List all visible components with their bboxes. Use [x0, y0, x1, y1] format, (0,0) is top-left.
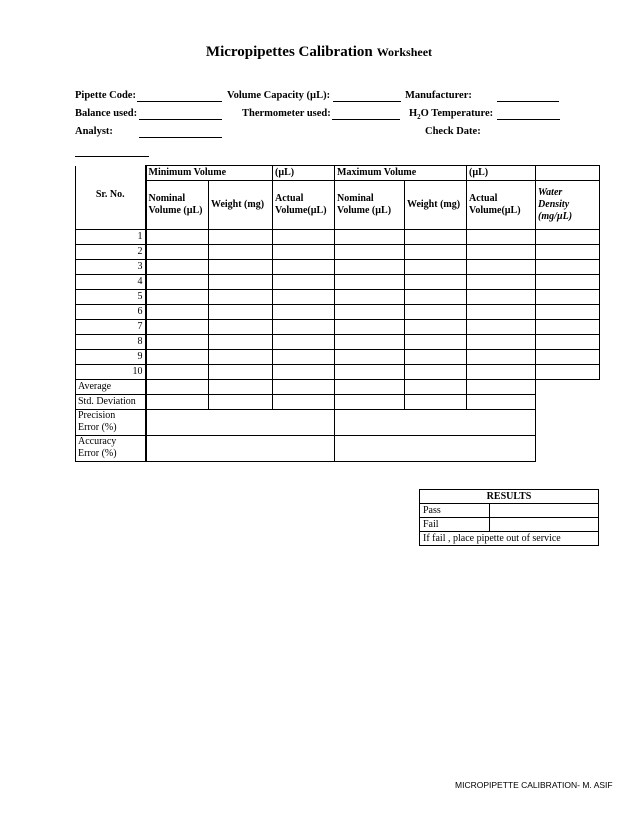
cell[interactable] — [536, 259, 600, 274]
title-sub: Worksheet — [376, 45, 433, 59]
std-deviation-row — [76, 394, 600, 409]
table-header-row-1 — [76, 166, 600, 181]
cell[interactable] — [146, 229, 209, 244]
min-nominal-header — [146, 181, 209, 230]
cell[interactable] — [536, 304, 600, 319]
density-l2: Density — [538, 198, 570, 210]
cell[interactable] — [467, 334, 536, 349]
h2o-temperature-label — [409, 108, 493, 121]
std-deviation-label: Std. Deviation — [76, 394, 146, 409]
h2o-temperature-line[interactable] — [497, 119, 560, 120]
cell[interactable] — [467, 364, 536, 379]
max-actual-l2: Volume(µL) — [469, 204, 521, 216]
cell[interactable] — [335, 394, 405, 409]
cell[interactable] — [273, 289, 335, 304]
footer-text: MICROPIPETTE CALIBRATION- M. ASIF — [455, 780, 613, 790]
cell[interactable] — [536, 364, 600, 379]
cell[interactable] — [335, 364, 405, 379]
table-row — [76, 229, 600, 244]
table-row — [76, 334, 600, 349]
table-row — [76, 259, 600, 274]
cell[interactable] — [467, 379, 536, 394]
cell[interactable] — [536, 349, 600, 364]
cell[interactable] — [146, 274, 209, 289]
fail-cell[interactable] — [490, 518, 599, 532]
min-nominal-l1: Nominal — [148, 192, 186, 204]
max-weight-header: Weight (mg) — [405, 181, 467, 230]
cell[interactable] — [335, 349, 405, 364]
cell[interactable] — [335, 259, 405, 274]
cell[interactable] — [209, 259, 273, 274]
h2o-temp-suffix: O Temperature: — [420, 108, 494, 119]
precision-label — [76, 409, 146, 435]
max-unit-header: (µL) — [467, 166, 536, 181]
results-header: RESULTS — [420, 490, 599, 504]
accuracy-l1: Accuracy — [78, 436, 117, 447]
precision-row — [76, 409, 600, 435]
pipette-code-label: Pipette Code: — [75, 90, 136, 101]
min-actual-header — [273, 181, 335, 230]
table-header-row-2 — [76, 181, 600, 230]
cell[interactable] — [209, 319, 273, 334]
cell[interactable] — [405, 334, 467, 349]
cell[interactable] — [209, 274, 273, 289]
precision-max-cell[interactable] — [335, 409, 536, 435]
cell[interactable] — [335, 319, 405, 334]
cell[interactable] — [536, 319, 600, 334]
cell[interactable] — [405, 394, 467, 409]
cell[interactable] — [209, 394, 273, 409]
cell[interactable] — [335, 304, 405, 319]
min-actual-l2: Volume(µL) — [275, 204, 327, 216]
cell[interactable] — [146, 259, 209, 274]
manufacturer-label: Manufacturer: — [405, 90, 472, 101]
cell[interactable] — [467, 244, 536, 259]
cell[interactable] — [405, 349, 467, 364]
cell[interactable] — [273, 334, 335, 349]
density-l3: (mg/µL) — [538, 210, 573, 222]
cell[interactable] — [467, 394, 536, 409]
table-row — [76, 364, 600, 379]
min-unit-header: (µL) — [273, 166, 335, 181]
cell[interactable] — [209, 289, 273, 304]
max-actual-header — [467, 181, 536, 230]
cell[interactable] — [405, 274, 467, 289]
row-number: 5 — [76, 289, 146, 304]
balance-used-label: Balance used: — [75, 108, 138, 119]
thermometer-used-line[interactable] — [332, 119, 400, 120]
min-actual-l1: Actual — [275, 192, 304, 204]
cell[interactable] — [209, 334, 273, 349]
water-density-header — [536, 181, 600, 230]
cell[interactable] — [467, 319, 536, 334]
row-number: 8 — [76, 334, 146, 349]
sr-no-header-top — [76, 166, 146, 181]
table-row — [76, 349, 600, 364]
cell[interactable] — [467, 349, 536, 364]
row-number: 6 — [76, 304, 146, 319]
accuracy-min-cell[interactable] — [146, 435, 335, 461]
cell[interactable] — [273, 379, 335, 394]
h2o-temp-prefix: H — [409, 108, 418, 119]
manufacturer-line[interactable] — [497, 101, 559, 102]
cell[interactable] — [405, 379, 467, 394]
cell[interactable] — [405, 319, 467, 334]
accuracy-label — [76, 435, 146, 461]
cell[interactable] — [467, 259, 536, 274]
cell[interactable] — [335, 334, 405, 349]
pass-label: Pass — [420, 504, 490, 518]
cell[interactable] — [335, 244, 405, 259]
cell[interactable] — [536, 244, 600, 259]
sr-no-header: Sr. No. — [76, 181, 146, 230]
min-weight-header: Weight (mg) — [209, 181, 273, 230]
cell[interactable] — [273, 244, 335, 259]
analyst-line[interactable] — [139, 137, 222, 138]
precision-l1: Precision — [78, 410, 116, 421]
signature-line[interactable] — [75, 156, 149, 157]
table-row — [76, 244, 600, 259]
balance-used-line[interactable] — [139, 119, 222, 120]
pipette-code-line[interactable] — [137, 101, 222, 102]
fail-note: If fail , place pipette out of service — [420, 532, 599, 546]
calibration-table — [75, 165, 600, 462]
density-l1: Water — [538, 186, 563, 198]
volume-capacity-line[interactable] — [333, 101, 401, 102]
min-nominal-l2: Volume (µL) — [148, 204, 203, 216]
cell[interactable] — [335, 289, 405, 304]
max-volume-header: Maximum Volume — [335, 166, 467, 181]
cell[interactable] — [536, 229, 600, 244]
accuracy-max-cell[interactable] — [335, 435, 536, 461]
cell[interactable] — [335, 274, 405, 289]
cell[interactable] — [405, 304, 467, 319]
accuracy-l2: Error (%) — [78, 448, 117, 459]
cell[interactable] — [146, 334, 209, 349]
table-row — [76, 319, 600, 334]
precision-l2: Error (%) — [78, 422, 117, 433]
cell[interactable] — [405, 364, 467, 379]
cell[interactable] — [146, 304, 209, 319]
cell[interactable] — [146, 394, 209, 409]
cell[interactable] — [209, 379, 273, 394]
max-nominal-header — [335, 181, 405, 230]
cell[interactable] — [405, 244, 467, 259]
cell[interactable] — [146, 349, 209, 364]
cell[interactable] — [273, 349, 335, 364]
max-nominal-l2: Volume (µL) — [337, 204, 392, 216]
cell[interactable] — [273, 229, 335, 244]
density-header-top — [536, 166, 600, 181]
check-date-label: Check Date: — [425, 126, 481, 137]
precision-min-cell[interactable] — [146, 409, 335, 435]
row-number: 4 — [76, 274, 146, 289]
pass-cell[interactable] — [490, 504, 599, 518]
volume-capacity-label: Volume Capacity (µL): — [227, 90, 331, 101]
cell[interactable] — [273, 364, 335, 379]
average-row — [76, 379, 600, 394]
blank-cell — [536, 435, 600, 461]
results-table — [419, 489, 599, 546]
max-nominal-l1: Nominal — [337, 192, 374, 204]
row-number: 1 — [76, 229, 146, 244]
cell[interactable] — [536, 334, 600, 349]
fail-label: Fail — [420, 518, 490, 532]
row-number: 3 — [76, 259, 146, 274]
cell[interactable] — [335, 379, 405, 394]
cell[interactable] — [467, 229, 536, 244]
row-number: 9 — [76, 349, 146, 364]
analyst-label: Analyst: — [75, 126, 113, 137]
table-row — [76, 304, 600, 319]
cell[interactable] — [467, 274, 536, 289]
title-main: Micropipettes Calibration — [205, 44, 373, 60]
row-number: 7 — [76, 319, 146, 334]
cell[interactable] — [146, 289, 209, 304]
cell[interactable] — [209, 229, 273, 244]
cell[interactable] — [273, 394, 335, 409]
min-volume-header: Minimum Volume — [146, 166, 273, 181]
cell[interactable] — [405, 259, 467, 274]
table-row — [76, 274, 600, 289]
cell[interactable] — [146, 364, 209, 379]
cell[interactable] — [536, 289, 600, 304]
cell[interactable] — [146, 244, 209, 259]
cell[interactable] — [273, 304, 335, 319]
average-label: Average — [76, 379, 146, 394]
cell[interactable] — [335, 229, 405, 244]
cell[interactable] — [405, 229, 467, 244]
table-row — [76, 289, 600, 304]
cell[interactable] — [405, 289, 467, 304]
thermometer-used-label: Thermometer used: — [242, 108, 331, 119]
cell[interactable] — [209, 244, 273, 259]
cell[interactable] — [209, 349, 273, 364]
h2o-temp-sub: 2 — [417, 113, 421, 122]
cell[interactable] — [273, 259, 335, 274]
cell[interactable] — [467, 304, 536, 319]
cell[interactable] — [209, 364, 273, 379]
page-title — [0, 43, 638, 61]
cell[interactable] — [273, 274, 335, 289]
cell[interactable] — [146, 379, 209, 394]
blank-cell — [536, 394, 600, 409]
blank-cell — [536, 409, 600, 435]
max-actual-l1: Actual — [469, 192, 498, 204]
cell[interactable] — [467, 289, 536, 304]
accuracy-row — [76, 435, 600, 461]
cell[interactable] — [209, 304, 273, 319]
row-number: 2 — [76, 244, 146, 259]
cell[interactable] — [536, 274, 600, 289]
blank-cell — [536, 379, 600, 394]
cell[interactable] — [146, 319, 209, 334]
cell[interactable] — [273, 319, 335, 334]
row-number: 10 — [76, 364, 146, 379]
